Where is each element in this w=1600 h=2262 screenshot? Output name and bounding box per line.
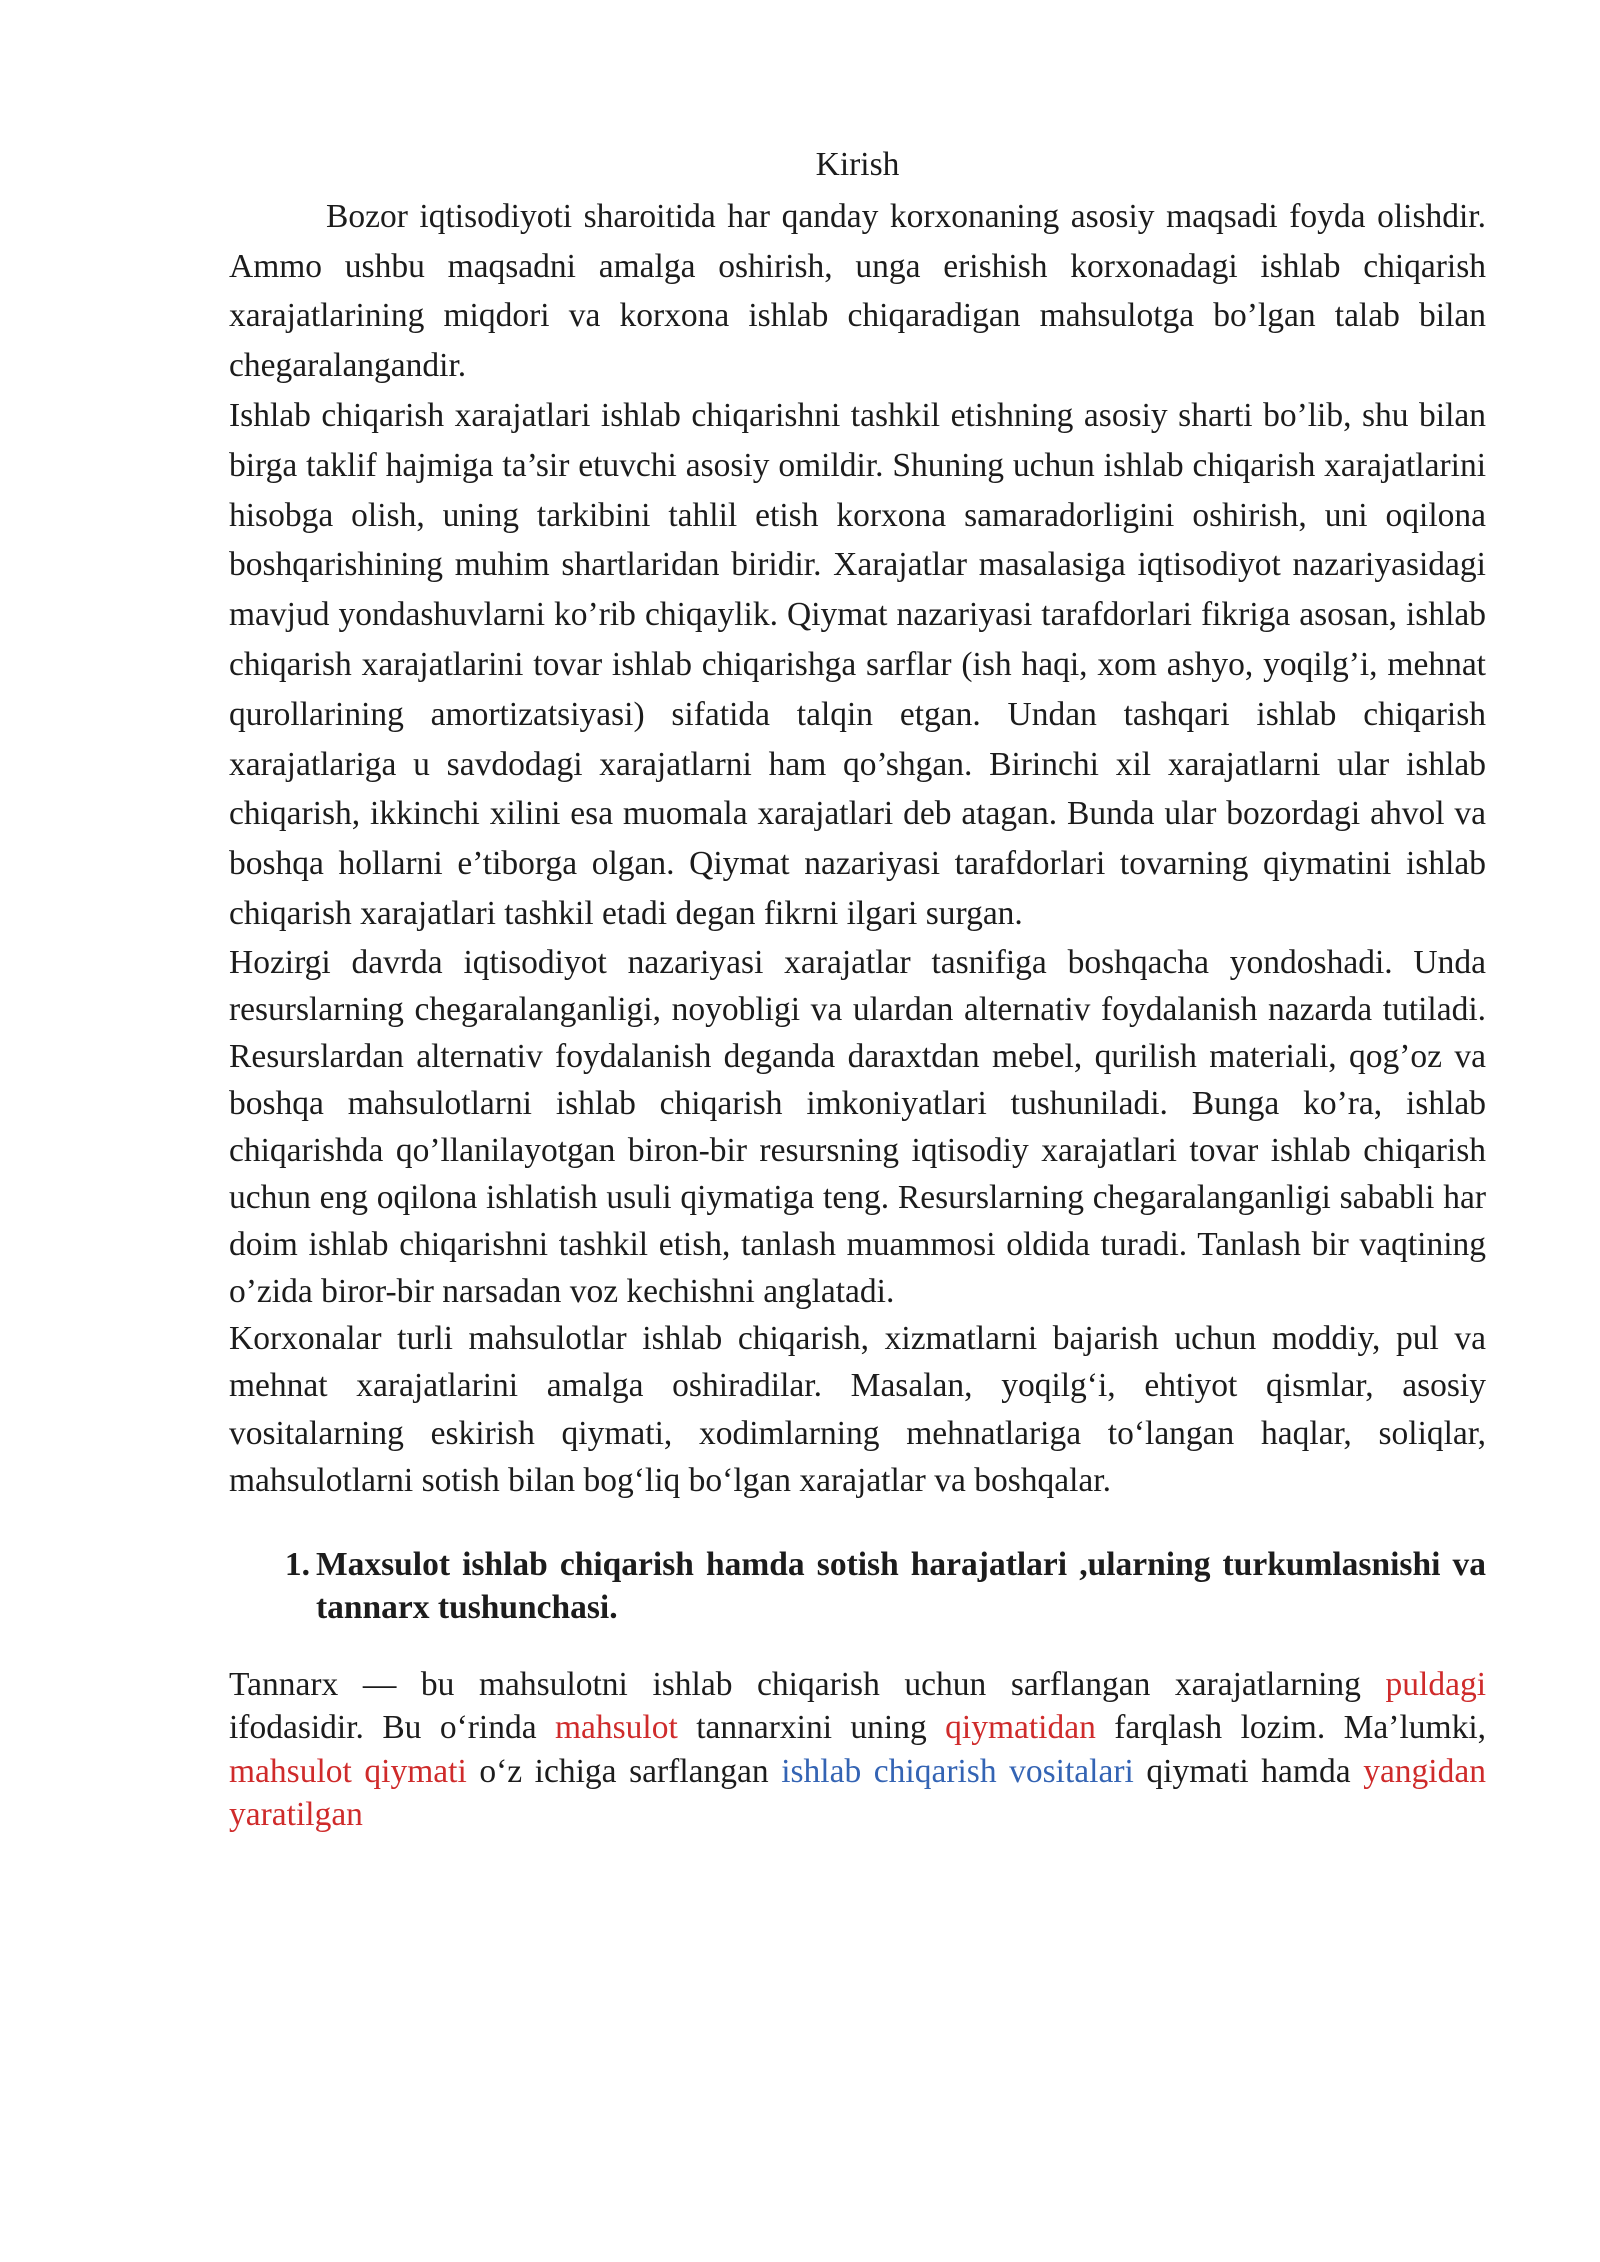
highlight-blue: ishlab chiqarish vositalari <box>781 1752 1134 1790</box>
paragraph-enterprise-costs: Korxonalar turli mahsulotlar ishlab chiqarish, xizmatlarni bajarish uchun moddiy, pul va mehnat xarajatlarini amalga oshiradilar. Masalan, yoqilg‘i, ehtiyot qismlar, asosiy vositalarning eskirish qiymati, xodimlarning mehnatlariga to‘langan haqlar, soliqlar, mahsulotlarni sotish bilan bog‘liq bo‘lgan xarajatlar va boshqalar. <box>229 1319 1486 1500</box>
section-heading <box>229 1543 1486 1629</box>
highlight-red: mahsulot <box>554 1709 678 1747</box>
text-segment: o‘z ichiga sarflangan <box>466 1752 782 1790</box>
document-page <box>229 140 1486 1870</box>
text-segment: qiymati hamda <box>1133 1752 1364 1790</box>
section-number: 1. <box>284 1545 310 1583</box>
paragraph-tannarx <box>229 1663 1486 1837</box>
paragraph-intro: Bozor iqtisodiyoti sharoitida har qanday korxonaning asosiy maqsadi foyda olishdir. Ammo ushbu maqsadni amalga oshirish, unga erishish korxonadagi ishlab chiqarish xarajatlarining miqdori va korxona ishlab chiqaradigan mahsulotga bo’lgan talab bilan chegaralangandir. <box>229 197 1486 385</box>
highlight-red: mahsulot qiymati <box>229 1752 467 1790</box>
paragraph-modern-theory: Hozirgi davrda iqtisodiyot nazariyasi xarajatlar tasnifiga boshqacha yondoshadi. Unda resurslarning chegaralanganligi, noyobligi va ulardan alternativ foydalanish nazarda tutiladi. Resurslardan alternativ foydalanish deganda daraxtdan mebel, qurilish materiali, qog’oz va boshqa mahsulotlarni ishlab chiqarish imkoniyatlari tushuniladi. Bunga ko’ra, ishlab chiqarishda qo’llanilayotgan biron-bir resursning iqtisodiy xarajatlari tovar ishlab chiqarish uchun eng oqilona ishlatish usuli qiymatiga teng. Resurslarning chegaralanganligi sababli har doim ishlab chiqarishni tashkil etish, tanlash muammosi oldida turadi. Tanlash bir vaqtining o’zida biror-bir narsadan voz kechishni anglatadi. <box>229 943 1486 1310</box>
section-heading-text: Maxsulot ishlab chiqarish hamda sotish harajatlari ,ularning turkumlasnishi va tannarx tushunchasi. <box>316 1545 1486 1626</box>
text-segment: tannarxini uning <box>677 1709 946 1747</box>
document-title: Kirish <box>815 146 900 183</box>
highlight-red: yangidan yaratilgan <box>229 1752 1486 1834</box>
text-segment: ifodasidir. Bu o‘rinda <box>229 1709 555 1747</box>
highlight-red: qiymatidan <box>945 1709 1096 1747</box>
highlight-red: puldagi <box>1385 1665 1486 1703</box>
paragraph-production-costs: Ishlab chiqarish xarajatlari ishlab chiqarishni tashkil etishning asosiy sharti bo’lib, shu bilan birga taklif hajmiga ta’sir etuvchi asosiy omildir. Shuning uchun ishlab chiqarish xarajatlarini hisobga olish, uning tarkibini tahlil etish korxona samaradorligini oshirish, uni oqilona boshqarishining muhim shartlaridan biridir. Xarajatlar masalasiga iqtisodiyot nazariyasidagi mavjud yondashuvlarni ko’rib chiqaylik. Qiymat nazariyasi tarafdorlari fikriga asosan, ishlab chiqarish xarajatlarini tovar ishlab chiqarishga sarflar (ish haqi, xom ashyo, yoqilg’i, mehnat qurollarining amortizatsiyasi) sifatida talqin etgan. Undan tashqari ishlab chiqarish xarajatlariga u savdodagi xarajatlarni ham qo’shgan. Birinchi xil xarajatlarni ular ishlab chiqarish, ikkinchi xilini esa muomala xarajatlari deb atagan. Bunda ular bozordagi ahvol va boshqa hollarni e’tiborga olgan. Qiymat nazariyasi tarafdorlari tovarning qiymatini ishlab chiqarish xarajatlari tashkil etadi degan fikrni ilgari surgan. <box>229 396 1486 932</box>
text-segment: farqlash lozim. Ma’lumki, <box>1095 1709 1486 1747</box>
text-segment: Tannarx — bu mahsulotni ishlab chiqarish uchun sarflangan xarajatlarning <box>229 1665 1386 1703</box>
